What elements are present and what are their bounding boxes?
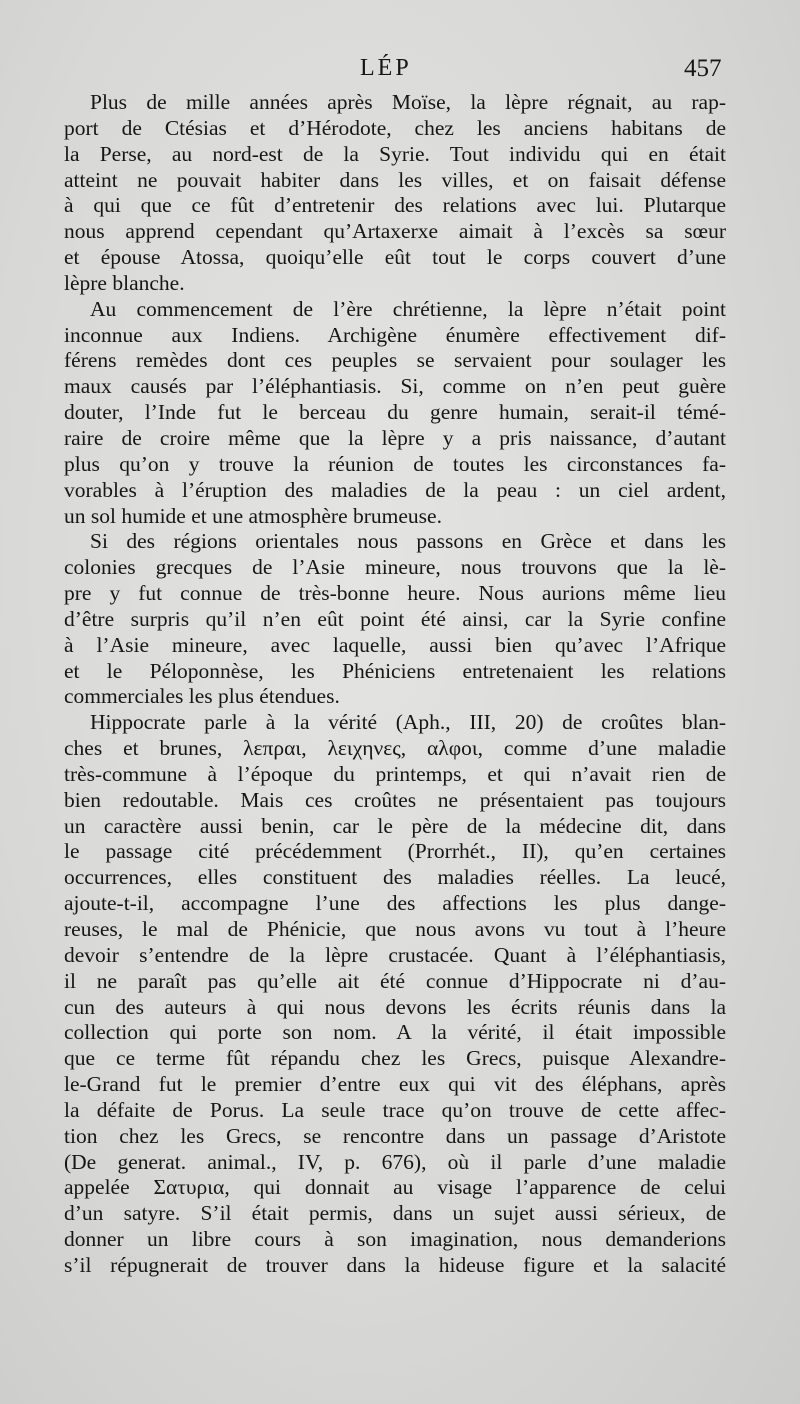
text-line: la défaite de Porus. La seule trace qu’on trouve de cette affec-	[64, 1097, 726, 1122]
paragraph-4	[64, 710, 726, 1279]
text-line: un caractère aussi benin, car le père de la médecine dit, dans	[64, 813, 726, 838]
text-line: lèpre blanche.	[64, 270, 185, 295]
text-line: Si des régions orientales nous passons en Grèce et dans les	[90, 529, 726, 554]
text-line: maux causés par l’éléphantiasis. Si, comme on n’en peut guère	[64, 374, 726, 399]
text-line: nous apprend cependant qu’Artaxerxe aimait à l’excès sa sœur	[64, 219, 726, 244]
text-line: le passage cité précédemment (Prorrhét., II), qu’en certaines	[64, 839, 726, 864]
text-line: ches et brunes, λεπραι, λειχηνες, αλφοι, comme d’une maladie	[64, 736, 726, 761]
text-line: colonies grecques de l’Asie mineure, nous trouvons que la lè-	[64, 555, 726, 580]
text-line: pre y fut connue de très-bonne heure. Nous aurions même lieu	[64, 581, 726, 606]
text-line: d’être surpris qu’il n’en eût point été ainsi, car la Syrie confine	[64, 606, 726, 631]
text-line: et épouse Atossa, quoiqu’elle eût tout le corps couvert d’une	[64, 245, 726, 270]
text-line: raire de croire même que la lèpre y a pris naissance, d’autant	[64, 425, 726, 450]
text-line: d’un satyre. S’il était permis, dans un sujet aussi sérieux, de	[64, 1201, 726, 1226]
text-line: Hippocrate parle à la vérité (Aph., III, 20) de croûtes blan-	[90, 710, 726, 735]
text-line: à l’Asie mineure, avec laquelle, aussi bien qu’avec l’Afrique	[64, 632, 726, 657]
text-line: port de Ctésias et d’Hérodote, chez les anciens habitans de	[64, 115, 726, 140]
text-line: plus qu’on y trouve la réunion de toutes les circonstances fa-	[64, 451, 726, 476]
text-line: à qui que ce fût d’entretenir des relations avec lui. Plutarque	[64, 193, 726, 218]
text-line: inconnue aux Indiens. Archigène énumère effectivement dif-	[64, 322, 726, 347]
text-line: le-Grand fut le premier d’entre eux qui vit des éléphans, après	[64, 1072, 726, 1097]
text-line: il ne paraît pas qu’elle ait été connue d’Hippocrate ni d’au-	[64, 968, 726, 993]
page-number: 457	[684, 55, 722, 82]
paragraph-1	[64, 90, 726, 297]
text-line: douter, l’Inde fut le berceau du genre humain, serait-il témé-	[64, 400, 726, 425]
body-text	[64, 90, 726, 1279]
text-line: atteint ne pouvait habiter dans les villes, et on faisait défense	[64, 167, 726, 192]
text-line: reuses, le mal de Phénicie, que nous avons vu tout à l’heure	[64, 917, 726, 941]
text-line: très-commune à l’époque du printemps, et qui n’avait rien de	[64, 761, 726, 786]
text-line: tion chez les Grecs, se rencontre dans un passage d’Aristote	[64, 1123, 726, 1148]
paragraph-2	[64, 297, 726, 530]
text-line: occurrences, elles constituent des maladies réelles. La leucé,	[64, 865, 726, 890]
text-line: bien redoutable. Mais ces croûtes ne présentaient pas toujours	[64, 787, 726, 812]
text-line: que ce terme fût répandu chez les Grecs, puisque Alexandre-	[64, 1046, 726, 1071]
text-line: la Perse, au nord-est de la Syrie. Tout individu qui en était	[64, 141, 726, 166]
text-line: un sol humide et une atmosphère brumeuse.	[64, 503, 442, 528]
text-line: devoir s’entendre de la lèpre crustacée. Quant à l’éléphantiasis,	[64, 942, 726, 967]
paragraph-3	[64, 529, 726, 710]
text-line: collection qui porte son nom. A la vérité, il était impossible	[64, 1020, 726, 1045]
running-head	[0, 55, 800, 87]
text-line: Plus de mille années après Moïse, la lèpre régnait, au rap-	[90, 90, 726, 114]
text-line: s’il répugnerait de trouver dans la hideuse figure et la salacité	[64, 1252, 726, 1277]
text-line: Au commencement de l’ère chrétienne, la lèpre n’était point	[90, 296, 726, 321]
running-head-title: LÉP	[360, 55, 412, 81]
text-line: ajoute-t-il, accompagne l’une des affections les plus dange-	[64, 891, 726, 916]
text-line: férens remèdes dont ces peuples se servaient pour soulager les	[64, 348, 726, 373]
text-line: donner un libre cours à son imagination, nous demanderions	[64, 1227, 726, 1252]
text-line: appelée Σατυρια, qui donnait au visage l’apparence de celui	[64, 1175, 726, 1200]
text-line: vorables à l’éruption des maladies de la peau : un ciel ardent,	[64, 477, 726, 502]
text-line: (De generat. animal., IV, p. 676), où il parle d’une maladie	[64, 1149, 726, 1174]
text-line: commerciales les plus étendues.	[64, 684, 340, 709]
text-line: cun des auteurs à qui nous devons les écrits réunis dans la	[64, 994, 726, 1019]
text-line: et le Péloponnèse, les Phéniciens entretenaient les relations	[64, 658, 726, 683]
